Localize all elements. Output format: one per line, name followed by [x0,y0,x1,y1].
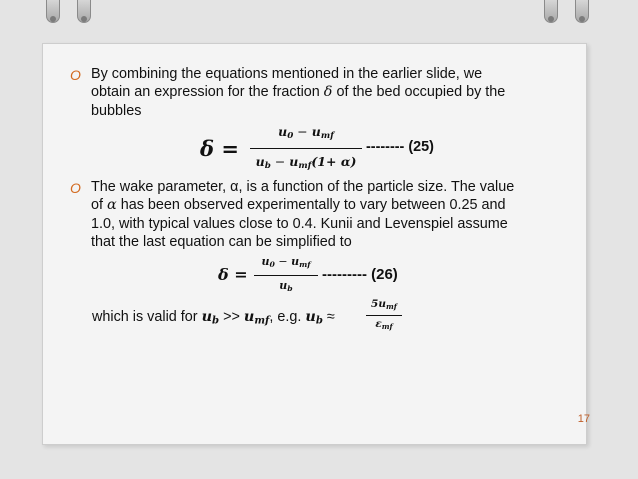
eq25-numerator: $u_0 - u_{mf}$ [278,124,334,142]
validity-line: which is valid for $u_b >> u_{mf}$, e.g. $u_b$ ≈ [92,308,335,327]
alpha-symbol: α [107,197,117,214]
bullet-2-line-1: The wake parameter, α, is a function of the particle size. The value [91,179,515,195]
eq25-label: -------- (25) [366,139,434,155]
binder-ring [575,0,589,23]
validity-numerator: $5u_{mf}$ [371,298,397,311]
bullet-1-line-2: obtain an expression for the fraction δ of the bed occupied by the [91,84,506,101]
bullet-1-line-3: bubbles [91,102,142,119]
bullet-2-line-3: 1.0, with typical values close to 0.4. Kunii and Levenspiel assume [91,215,508,232]
eq25-fraction-bar [250,148,362,149]
eq25-denominator: $u_b - u_{mf}(1+ \alpha)$ [255,154,357,172]
eq26-fraction-bar [254,275,318,276]
bullet-1-text [91,65,561,120]
eq26-lhs: δ = [218,265,248,284]
binder-ring [77,0,91,23]
bullet-2-line-4: that the last equation can be simplified to [91,233,352,250]
binder-ring [544,0,558,23]
bullet-2-text [91,178,561,251]
delta-symbol: δ [323,84,333,101]
binder-ring [46,0,60,23]
bullet-marker: O [70,67,81,83]
validity-fraction-bar [366,315,402,316]
bullet-marker: O [70,180,81,196]
validity-denominator: $\varepsilon_{mf}$ [375,318,393,331]
eq26-label: --------- (26) [322,266,398,283]
bullet-1-line-1: By combining the equations mentioned in the earlier slide, we [91,66,483,82]
eq25-lhs: δ = [200,136,239,161]
eq26-numerator: $u_0 - u_{mf}$ [261,255,311,269]
bullet-2-line-2: of α has been observed experimentally to vary between 0.25 and [91,197,506,214]
eq26-denominator: $u_b$ [279,279,293,293]
page-number: 17 [577,413,590,425]
